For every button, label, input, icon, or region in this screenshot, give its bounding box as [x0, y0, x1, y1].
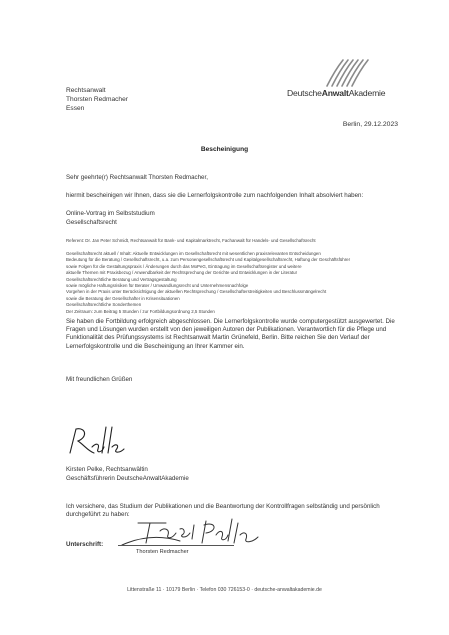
sender-line-1: Rechtsanwalt — [66, 87, 106, 94]
daa-logo — [287, 56, 407, 104]
sender-line-3: Essen — [66, 105, 85, 112]
course-detail-line: Vorgehen in der Praxis unter Berücksichtigung der aktuellen Rechtsprechung / Gesellschafterstreitigkeiten und Beschlussmängelrecht — [66, 289, 327, 295]
assurance-text: Ich versichere, das Studium der Publikationen und die Beantwortung der Kontrollfragen selbständig und persönlich durchgeführt zu haben: — [66, 503, 380, 519]
signature-label: Unterschrift: — [66, 541, 104, 548]
course-details — [66, 251, 406, 315]
course-detail-line: sowie mögliche Haftungsrisiken für Berater / Umwandlungsrecht und Unternehmensnachfolge — [66, 283, 249, 289]
confirmation-text: Sie haben die Fortbildung erfolgreich abgeschlossen. Die Lernerfolgskontrolle wurde computergestützt ausgewertet. Die Fragen und Lösungen wurden erstellt von den jeweiligen Autoren der Publikationen. Verantwortlich für die Pflege und Funktionalität des Prüfungssystems ist Rechtsanwalt Martin Grünefeld, Berlin. Bitte reichen Sie den Verlauf der Lernerfolgskontrolle und die Bescheinigung an Ihrer Kammer ein. — [66, 318, 395, 350]
course-detail-line: Der Zeitraum: zum Beitrag 5 Stunden / zur Fortbildungsordnung 2,5 Stunden — [66, 308, 215, 314]
signature-line — [118, 545, 234, 546]
course-area: Gesellschaftsrecht — [66, 219, 117, 226]
course-detail-line: sowie Folgen für die Gestaltungspraxis / Änderungen durch das MoPeG, Eintragung im Gesellschaftsregister und weitere — [66, 263, 302, 269]
course-detail-line: sowie die Beratung der Gesellschafter in Krisensituationen — [66, 295, 180, 301]
course-detail-line: Gesellschaftsrechtliche Beratung und Vertragsgestaltung — [66, 276, 177, 282]
logo-wave-icon — [287, 56, 407, 90]
signer-role: Geschäftsführerin DeutscheAnwaltAkademie — [66, 475, 189, 482]
course-detail-line: aktuelle Themen mit Praxisbezug / Anwendbarkeit der Rechtsprechung der Gerichte und Entwicklungen in der Literatur — [66, 270, 298, 276]
signature-name: Thorsten Redmacher — [136, 549, 189, 555]
course-detail-line: Gesellschaftsrecht aktuell / Inhalt: Aktuelle Entwicklungen im Gesellschaftsrecht mit wesentlichen praxisrelevanten Entscheidungen — [66, 251, 321, 256]
sender-line-2: Thorsten Redmacher — [66, 96, 128, 103]
letter-date: Berlin, 29.12.2023 — [342, 121, 398, 128]
signature-pelke — [62, 423, 142, 463]
document-title: Bescheinigung — [200, 146, 249, 153]
course-detail-line: Bedeutung für die Beratung / Gesellschaftsrecht, u.a. zum Personengesellschaftsrecht und Kapitalgesellschaftsrecht, Haftung der Geschäftsführer — [66, 257, 351, 263]
course-detail-line: Gesellschaftsrechtliche Sonderthemen — [66, 302, 142, 308]
footer: Littenstraße 11 · 10179 Berlin · Telefon 030 726153-0 · deutsche-anwaltakademie.de — [127, 587, 322, 593]
closing: Mit freundlichen Grüßen — [66, 376, 133, 383]
sender-address — [66, 86, 128, 113]
signature-redmacher — [120, 515, 270, 549]
course-type: Online-Vortrag im Selbststudium — [66, 210, 155, 217]
signer-name: Kirsten Pelke, Rechtsanwältin — [66, 466, 148, 473]
logo-wordmark: DeutscheAnwaltAkademie — [287, 88, 386, 98]
salutation: Sehr geehrte(r) Rechtsanwalt Thorsten Redmacher, — [66, 174, 208, 181]
intro-text: hiermit bescheinigen wir Ihnen, dass sie die Lernerfolgskontrolle zum nachfolgenden Inhalt absolviert haben: — [66, 192, 364, 199]
course-speakers: Referent: Dr. Jan Peter Schmidt, Rechtsanwalt für Bank- und Kapitalmarktrecht, Fachanwalt für Handels- und Gesellschaftsrecht — [66, 238, 316, 243]
